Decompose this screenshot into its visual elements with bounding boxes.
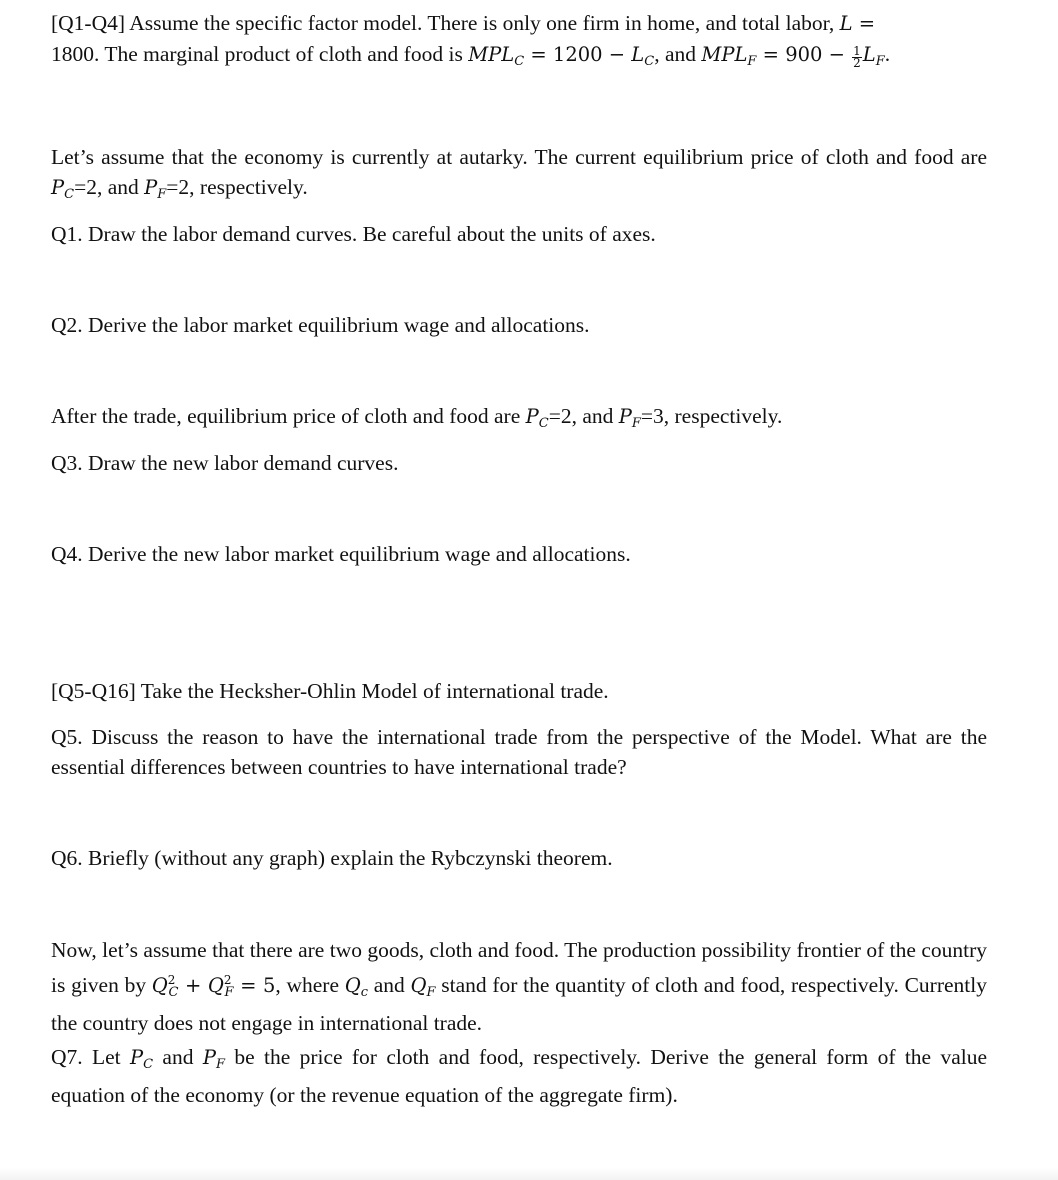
question-q3: Q3. Draw the new labor demand curves. — [51, 451, 399, 475]
quantity-cloth-symbol: $Q_c$ — [344, 974, 369, 1000]
total-labor-symbol: L = — [839, 12, 876, 35]
page-bottom-edge — [0, 1168, 1058, 1180]
ppf-equation: $Q^2_C + Q^2_F = 5$ — [151, 973, 276, 1000]
intro-text: [Q1-Q4] Assume the specific factor model. There is only one firm in home, and total labor, — [51, 11, 840, 35]
question-q5: Q5. Discuss the reason to have the international trade from the perspective of the Model. What are the essential differences between countries to have international trade? — [51, 725, 987, 779]
quantity-food-symbol: $Q_F$ — [410, 974, 436, 1000]
price-food-symbol: $P_F$ — [202, 1046, 225, 1072]
mpl-food-equation: $MPL_F = 900$ − $\frac{1}{2}$ $L_F$ — [701, 43, 885, 70]
question-q2: Q2. Derive the labor market equilibrium wage and allocations. — [51, 313, 590, 337]
q5-q16-intro: [Q5-Q16] Take the Hecksher-Ohlin Model of international trade. — [51, 679, 609, 703]
question-q6: Q6. Briefly (without any graph) explain the Rybczynski theorem. — [51, 846, 613, 870]
price-food-symbol: $P_F$ — [618, 405, 641, 431]
question-q7: Q7. Let $P_C$ and $P_F$ be the price for cloth and food, respectively. Derive the general form of the value equation of the economy (or the revenue equation of the aggregate firm). — [51, 1045, 987, 1107]
question-q4: Q4. Derive the new labor market equilibrium wage and allocations. — [51, 542, 631, 566]
question-q1: Q1. Draw the labor demand curves. Be careful about the units of axes. — [51, 222, 656, 246]
autarky-paragraph: Let’s assume that the economy is currently at autarky. The current equilibrium price of cloth and food are $P_C=2$, and $P_F=2$, respectively. — [51, 145, 987, 202]
mpl-cloth-equation: $MPL_C = 1200 - L_C$ — [468, 43, 655, 69]
intro-text-2: 1800. The marginal product of cloth and food is — [51, 42, 469, 66]
price-food-symbol: $P_F$ — [144, 176, 167, 202]
price-cloth-symbol: $P_C$ — [51, 176, 75, 202]
trade-paragraph: After the trade, equilibrium price of cloth and food are $P_C=2$, and $P_F=3$, respectively. — [51, 404, 783, 431]
q1-q4-intro: [Q1-Q4] Assume the specific factor model. There is only one firm in home, and total labor, L = 1800. The marginal product of cloth and food is $MPL_C = 1200 - L_C$, and $MPL_F = 900$ − $\frac{1}{2}$ $L_F$. — [51, 11, 891, 70]
one-half-fraction: $\frac{1}{2}$ — [853, 44, 861, 70]
price-cloth-symbol: $P_C$ — [130, 1046, 154, 1072]
ppf-paragraph: Now, let’s assume that there are two goods, cloth and food. The production possibility frontier of the country is given by $Q^2_C + Q^2_F = 5$, where $Q_c$ and $Q_F$ stand for the quantity of cloth and food, respectively. Currently the country does not engage in international trade. — [51, 938, 987, 1035]
price-cloth-symbol: $P_C$ — [525, 405, 549, 431]
